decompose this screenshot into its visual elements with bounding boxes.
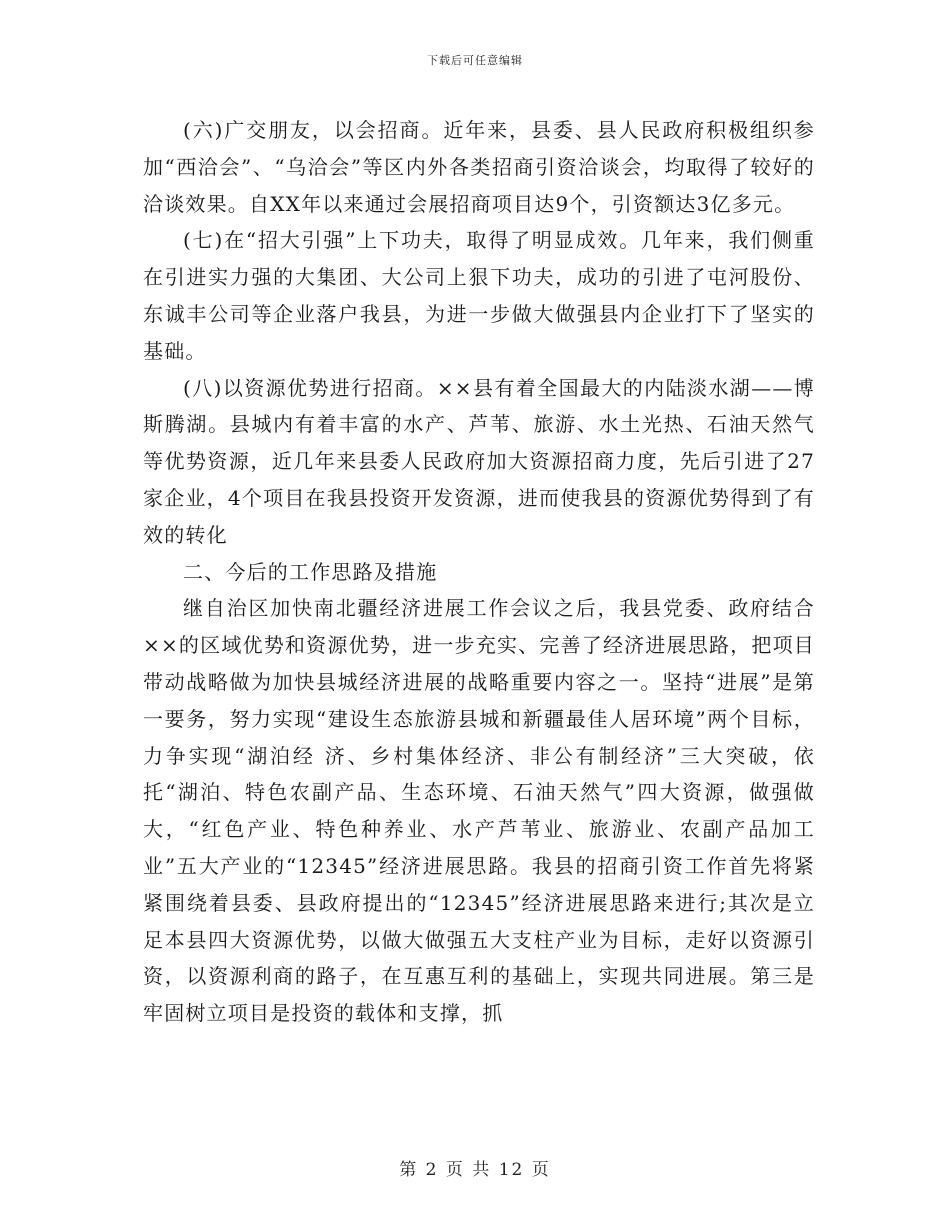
- header-note: 下载后可任意编辑: [427, 54, 523, 67]
- paragraph-plan: 继自治区加快南北疆经济进展工作会议之后，我县党委、政府结合××的区域优势和资源优势，进一步充实、完善了经济进展思路，把项目带动战略做为加快县城经济进展的战略重要内容之一。坚持“进展”是第一要务，努力实现“建设生态旅游县城和新疆最佳人居环境”两个目标，力争实现“湖泊经 济、乡村集体经济、非公有制经济”三大突破，依托“湖泊、特色农副产品、生态环境、石油天然气”四大资源，做强做大，“红色产业、特色种养业、水产芦苇业、旅游业、农副产品加工业”五大产业的“12345”经济进展思路。我县的招商引资工作首先将紧紧围绕着县委、县政府提出的“12345”经济进展思路来进行;其次是立足本县四大资源优势，以做大做强五大支柱产业为目标，走好以资源引资，以资源利商的路子，在互惠互利的基础上，实现共同进展。第三是牢固树立项目是投资的载体和支撑，抓: [143, 596, 815, 1026]
- document-body: [143, 112, 815, 1032]
- paragraph-8: (八)以资源优势进行招商。××县有着全国最大的内陆淡水湖——博斯腾湖。县城内有着丰富的水产、芦苇、旅游、水土光热、石油天然气等优势资源，近几年来县委人民政府加大资源招商力度，先后引进了27家企业，4个项目在我县投资开发资源，进而使我县的资源优势得到了有效的转化: [143, 375, 815, 547]
- page-number: 第 2 页 共 12 页: [399, 1160, 551, 1180]
- paragraph-7: (七)在“招大引强”上下功夫，取得了明显成效。几年来，我们侧重在引进实力强的大集团、大公司上狠下功夫，成功的引进了屯河股份、东诚丰公司等企业落户我县，为进一步做大做强县内企业打下了坚实的基础。: [143, 228, 815, 363]
- section-heading: 二、今后的工作思路及措施: [183, 559, 438, 584]
- paragraph-6: (六)广交朋友，以会招商。近年来，县委、县人民政府积极组织参加“西洽会”、“乌洽会”等区内外各类招商引资洽谈会，均取得了较好的洽谈效果。自XX年以来通过会展招商项目达9个，引资额达3亿多元。: [143, 118, 815, 216]
